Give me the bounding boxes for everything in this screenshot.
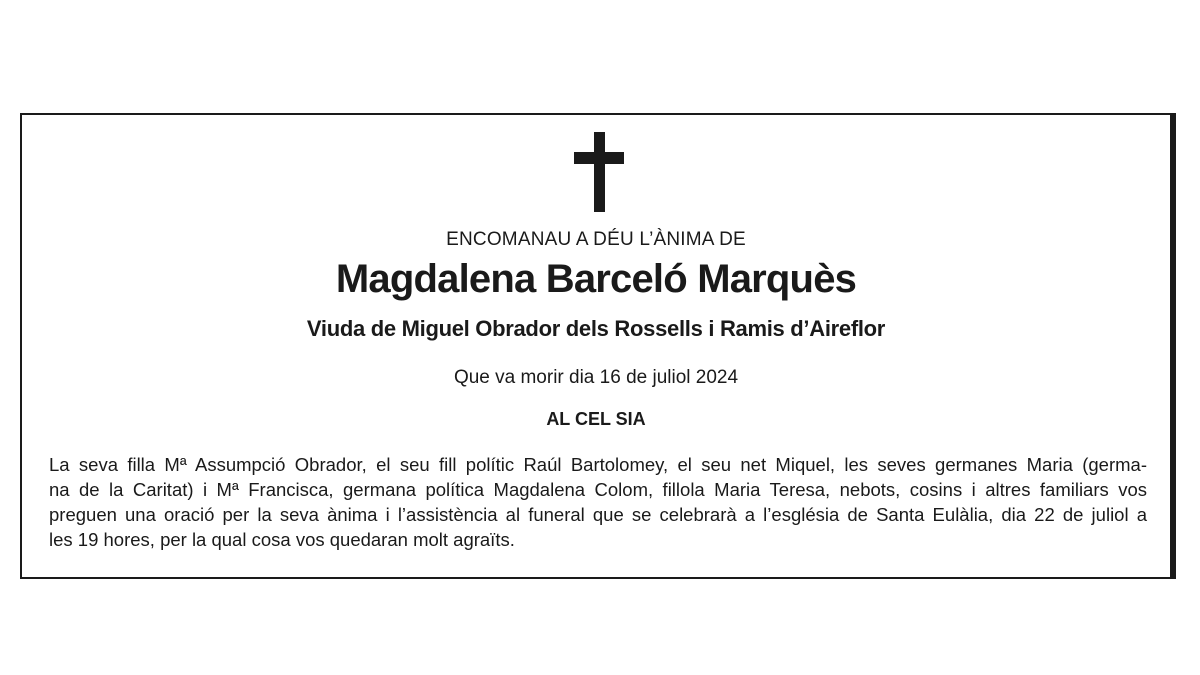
- body-line: La seva filla Mª Assumpció Obrador, el seu fill polític Raúl Bartolomey, el seu net Miquel, les seves germanes Maria (germa-: [49, 454, 1147, 475]
- death-date: Que va morir dia 16 de juliol 2024: [453, 367, 739, 388]
- body-line: na de la Caritat) i Mª Francisca, germana política Magdalena Colom, fillola Maria Teresa, nebots, cosins i altres familiars vos: [49, 479, 1147, 500]
- body-line: preguen una oració per la seva ànima i l’assistència al funeral que se celebrarà a l’església de Santa Eulàlia, dia 22 de juliol a: [49, 504, 1147, 525]
- deceased-name: Magdalena Barceló Marquès: [335, 257, 857, 301]
- body-line: les 19 hores, per la qual cosa vos quedaran molt agraïts.: [49, 529, 515, 550]
- obituary-notice: [20, 113, 1176, 579]
- blessing-text: AL CEL SIA: [546, 409, 646, 429]
- cross-icon: [574, 132, 624, 212]
- intro-text: ENCOMANAU A DÉU L’ÀNIMA DE: [446, 229, 746, 250]
- widow-of-text: Viuda de Miguel Obrador dels Rossells i Ramis d’Aireflor: [306, 316, 886, 341]
- notice-body: [49, 452, 1147, 552]
